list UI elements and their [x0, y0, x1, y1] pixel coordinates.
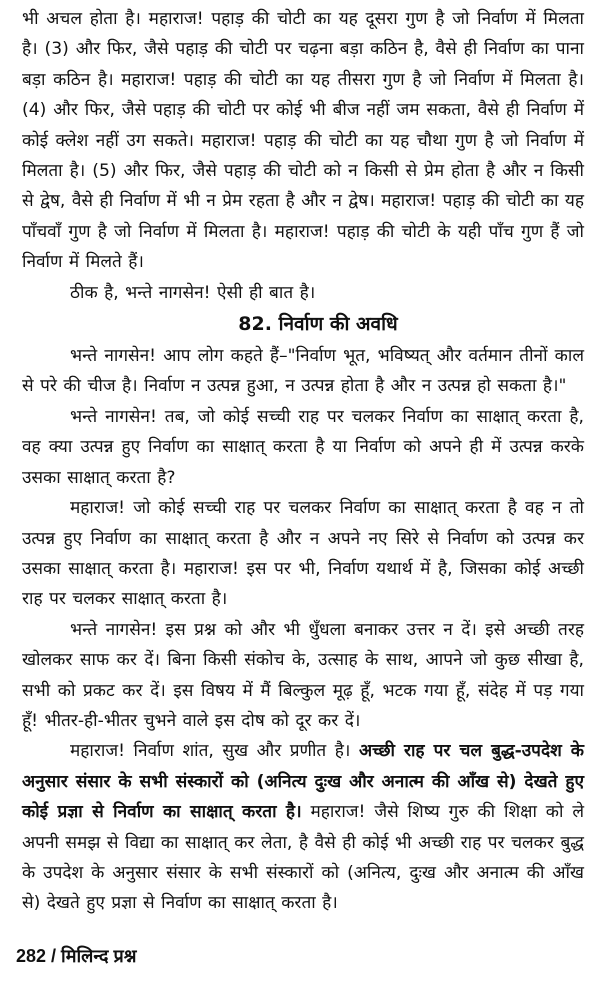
paragraph-question-nirvana-time: भन्ते नागसेन! आप लोग कहते हैं–"निर्वाण भूत, भविष्यत् और वर्तमान तीनों काल से परे की चीज है। निर्वाण न उत्पन्न हुआ, न उत्पन्न होता है और न उत्पन्न हो सकता है।"	[22, 346, 584, 397]
paragraph-second-quality: भी अचल होता है। महाराज! पहाड़ की चोटी का यह दूसरा गुण है जो निर्वाण में मिलता है। (3) और फिर, जैसे पहाड़ की चोटी पर चढ़ना बड़ा कठिन है, वैसे ही निर्वाण का पाना बड़ा कठिन है। महाराज! पहाड़ की चोटी का यह तीसरा गुण है जो निर्वाण में मिलता है।(4) और फिर, जैसे पहाड़ की चोटी पर कोई भी बीज नहीं जम सकता, वैसे ही निर्वाण में कोई क्लेश नहीं उग सकते। महाराज! पहाड़ की चोटी का यह चौथा गुण है जो निर्वाण में मिलता है। (5) और फिर, जैसे पहाड़ की चोटी को न किसी से प्रेम होता है और न किसी से द्वेष, वैसे ही निर्वाण में भी न प्रेम रहता है और न द्वेष। महाराज! पहाड़ की चोटी का यह पाँचवाँ गुण है जो निर्वाण में मिलता है। महाराज! पहाड़ की चोटी के यही पाँच गुण हैं जो निर्वाण में मिलते हैं।	[22, 9, 584, 273]
paragraph-answer-realization: महाराज! जो कोई सच्ची राह पर चलकर निर्वाण का साक्षात् करता है वह न तो उत्पन्न हुए निर्वाण का साक्षात् करता है और न अपने नए सिरे से निर्वाण को उत्पन्न कर उसका साक्षात् करता है। महाराज! इस पर भी, निर्वाण यथार्थ में है, जिसका कोई अच्छी राह पर चलकर साक्षात् करता है।	[22, 498, 584, 610]
page-footer: 282 / मिलिन्द प्रश्न	[16, 946, 137, 966]
answer-simile: महाराज! जैसे शिष्य गुरु की शिक्षा को ले अपनी समझ से विद्या का साक्षात् कर लेता, है वैसे ही कोई भी अच्छी राह पर चलकर बुद्ध के उपदेश के अनुसार संसार के सभी संस्कारों को (अनित्य, दुःख और अनात्म की आँख से) देखते हुए प्रज्ञा से निर्वाण का साक्षात् करता है।	[22, 802, 584, 914]
answer-intro: महाराज! निर्वाण शांत, सुख और प्रणीत है।	[70, 741, 359, 762]
paragraph-request-clarity: भन्ते नागसेन! इस प्रश्न को और भी धुँधला बनाकर उत्तर न दें। इसे अच्छी तरह खोलकर साफ कर दें। बिना किसी संकोच के, उत्साह के साथ, आपने जो कुछ सीखा है, सभी को प्रकट कर दें। इस विषय में मैं बिल्कुल मूढ़ हूँ, भटक गया हूँ, संदेह में पड़ गया हूँ! भीतर-ही-भीतर चुभने वाले इस दोष को दूर कर दें।	[22, 619, 584, 731]
answer-emphasis: अच्छी राह पर चल बुद्ध-उपदेश के अनुसार संसार के सभी संस्कारों को (अनित्य दुःख और अनात्म की आँख से) देखते हुए कोई प्रज्ञा से निर्वाण का साक्षात् करता है।	[22, 741, 585, 823]
paragraph-question-realization: भन्ते नागसेन! तब, जो कोई सच्ची राह पर चलकर निर्वाण का साक्षात् करता है, वह क्या उत्पन्न हुए निर्वाण का साक्षात् करता है या निर्वाण को अपने ही में उत्पन्न करके उसका साक्षात् करता है?	[22, 406, 584, 488]
paragraph-king-agrees: ठीक है, भन्ते नागसेन! ऐसी ही बात है।	[70, 282, 316, 303]
section-heading: 82. निर्वाण की अवधि	[238, 313, 398, 336]
paragraph-answer-nirvana	[22, 736, 584, 918]
